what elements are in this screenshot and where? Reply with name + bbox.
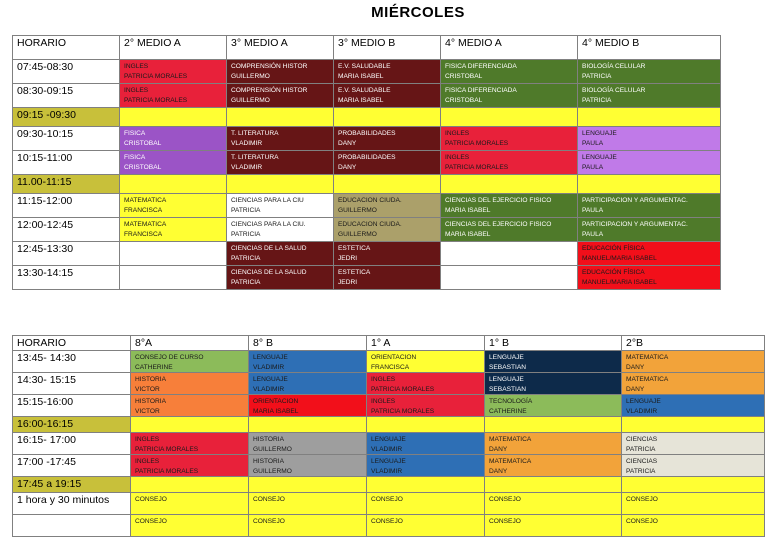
subject-label: EDUCACIÓN FÍSICA <box>582 269 645 276</box>
class-cell[interactable] <box>120 127 227 151</box>
subject-label: LENGUAJE <box>582 154 617 161</box>
subject-label: MATEMATICA <box>489 436 532 443</box>
class-cell[interactable] <box>227 266 334 290</box>
subject-label: FISICA DIFERENCIADA <box>445 63 517 70</box>
teacher-label: PATRICIA MORALES <box>135 467 199 475</box>
break-cell <box>485 477 622 493</box>
class-cell[interactable] <box>367 515 485 537</box>
break-cell <box>131 417 249 433</box>
teacher-label: PAULA <box>582 139 604 147</box>
subject-label: LENGUAJE <box>371 436 406 443</box>
subject-label: MATEMATICA <box>626 376 669 383</box>
class-cell[interactable] <box>131 351 249 373</box>
class-cell[interactable] <box>334 60 441 84</box>
teacher-label: PATRICIA <box>582 72 612 80</box>
subject-label: MATEMATICA <box>124 221 167 228</box>
teacher-label: PATRICIA MORALES <box>124 72 188 80</box>
teacher-label: VLADIMIR <box>253 385 285 393</box>
class-cell[interactable] <box>441 60 578 84</box>
header-course: 3° MEDIO B <box>334 36 441 60</box>
class-cell[interactable] <box>485 515 622 537</box>
subject-label: PARTICIPACION Y ARGUMENTAC. <box>582 221 688 228</box>
teacher-label: VLADIMIR <box>231 163 263 171</box>
class-cell[interactable] <box>131 433 249 455</box>
time-cell: 17:45 a 19:15 <box>13 477 131 493</box>
teacher-label: DANY <box>338 163 357 171</box>
class-cell[interactable] <box>367 395 485 417</box>
subject-label: CONSEJO <box>371 496 403 503</box>
subject-label: CIENCIAS PARA LA CIU <box>231 197 304 204</box>
time-cell <box>13 515 131 537</box>
break-cell <box>367 477 485 493</box>
class-cell[interactable] <box>131 373 249 395</box>
subject-label: CIENCIAS <box>626 458 658 465</box>
teacher-label: SEBASTIAN <box>489 363 527 371</box>
header-row <box>13 336 765 351</box>
class-cell[interactable] <box>120 151 227 175</box>
teacher-label: DANY <box>338 139 357 147</box>
subject-label: LENGUAJE <box>253 354 288 361</box>
class-cell[interactable] <box>367 493 485 515</box>
subject-label: INGLES <box>124 87 149 94</box>
schedule-row <box>13 515 765 537</box>
teacher-label: PAULA <box>582 163 604 171</box>
subject-label: HISTORIA <box>253 436 285 443</box>
subject-label: CONSEJO <box>626 496 658 503</box>
class-cell[interactable] <box>334 194 441 218</box>
time-cell: 12:00-12:45 <box>13 218 120 242</box>
header-course: 8° B <box>249 336 367 351</box>
subject-label: TECNOLOGÍA <box>489 398 533 405</box>
schedule-table-basica-body <box>13 336 765 537</box>
class-cell[interactable] <box>249 455 367 477</box>
subject-label: MATEMATICA <box>489 458 532 465</box>
teacher-label: PAULA <box>582 206 604 214</box>
class-cell[interactable] <box>485 351 622 373</box>
break-cell <box>622 477 765 493</box>
class-cell[interactable] <box>120 84 227 108</box>
teacher-label: PATRICIA <box>626 445 656 453</box>
class-cell[interactable] <box>441 194 578 218</box>
class-cell[interactable] <box>578 151 721 175</box>
class-cell[interactable] <box>249 493 367 515</box>
class-cell[interactable] <box>485 433 622 455</box>
subject-label: LENGUAJE <box>371 458 406 465</box>
teacher-label: CATHERINE <box>135 363 173 371</box>
schedule-row <box>13 194 721 218</box>
break-cell <box>249 417 367 433</box>
subject-label: CIENCIAS PARA LA CIU. <box>231 221 306 228</box>
class-cell[interactable] <box>578 266 721 290</box>
subject-label: CIENCIAS DE LA SALUD <box>231 245 307 252</box>
teacher-label: VICTOR <box>135 385 160 393</box>
subject-label: CONSEJO <box>253 496 285 503</box>
class-cell[interactable] <box>441 218 578 242</box>
time-cell: 08:30-09:15 <box>13 84 120 108</box>
subject-label: EDUCACION CIUDA. <box>338 197 402 204</box>
subject-label: FISICA DIFERENCIADA <box>445 87 517 94</box>
teacher-label: PATRICIA <box>231 254 261 262</box>
teacher-label: PATRICIA <box>231 278 261 286</box>
class-cell[interactable] <box>227 242 334 266</box>
time-cell: 16:00-16:15 <box>13 417 131 433</box>
time-cell: 11.00-11:15 <box>13 175 120 194</box>
teacher-label: GUILLERMO <box>231 72 270 80</box>
teacher-label: PATRICIA <box>231 230 261 238</box>
subject-label: LENGUAJE <box>253 376 288 383</box>
teacher-label: PAULA <box>582 230 604 238</box>
subject-label: CIENCIAS DEL EJERCICIO FISICO <box>445 197 552 204</box>
schedule-row <box>13 493 765 515</box>
header-course: 3° MEDIO A <box>227 36 334 60</box>
subject-label: CIENCIAS DEL EJERCICIO FISICO <box>445 221 552 228</box>
teacher-label: GUILLERMO <box>253 445 292 453</box>
schedule-row <box>13 127 721 151</box>
teacher-label: MARIA ISABEL <box>338 72 384 80</box>
break-cell <box>578 175 721 194</box>
subject-label: COMPRENSIÓN HISTOR <box>231 87 308 94</box>
time-cell: 15:15-16:00 <box>13 395 131 417</box>
teacher-label: PATRICIA MORALES <box>124 96 188 104</box>
subject-label: HISTORIA <box>135 398 167 405</box>
teacher-label: FRANCISCA <box>124 206 163 214</box>
break-cell <box>131 477 249 493</box>
subject-label: INGLES <box>371 376 396 383</box>
break-cell <box>622 417 765 433</box>
subject-label: PARTICIPACION Y ARGUMENTAC. <box>582 197 688 204</box>
teacher-label: CATHERINE <box>489 407 527 415</box>
break-cell <box>334 175 441 194</box>
break-row <box>13 108 721 127</box>
teacher-label: MANUEL/MARIA ISABEL <box>582 278 657 286</box>
subject-label: INGLES <box>135 458 160 465</box>
class-cell[interactable] <box>622 351 765 373</box>
class-cell[interactable] <box>334 151 441 175</box>
class-cell[interactable] <box>120 218 227 242</box>
class-cell[interactable] <box>334 266 441 290</box>
schedule-row <box>13 373 765 395</box>
break-cell <box>120 175 227 194</box>
subject-label: EDUCACION CIUDA. <box>338 221 402 228</box>
teacher-label: CRISTOBAL <box>124 163 162 171</box>
time-cell: 13:30-14:15 <box>13 266 120 290</box>
subject-label: PROBABILIDADES <box>338 154 396 161</box>
header-course: 1° B <box>485 336 622 351</box>
class-cell[interactable] <box>485 455 622 477</box>
schedule-row <box>13 266 721 290</box>
subject-label: INGLES <box>445 154 470 161</box>
class-cell[interactable] <box>441 151 578 175</box>
schedule-table-media <box>12 35 721 290</box>
subject-label: LENGUAJE <box>626 398 661 405</box>
teacher-label: VLADIMIR <box>371 445 403 453</box>
class-cell[interactable] <box>334 127 441 151</box>
subject-label: HISTORIA <box>135 376 167 383</box>
break-cell <box>334 108 441 127</box>
subject-label: LENGUAJE <box>489 376 524 383</box>
class-cell[interactable] <box>622 373 765 395</box>
teacher-label: JEDRI <box>338 278 358 286</box>
time-cell: 11:15-12:00 <box>13 194 120 218</box>
schedule-row <box>13 151 721 175</box>
time-cell: 17:00 -17:45 <box>13 455 131 477</box>
time-cell: 1 hora y 30 minutos <box>13 493 131 515</box>
subject-label: T. LITERATURA <box>231 154 279 161</box>
class-cell[interactable] <box>334 218 441 242</box>
break-cell <box>485 417 622 433</box>
time-cell: 12:45-13:30 <box>13 242 120 266</box>
class-cell[interactable] <box>367 455 485 477</box>
subject-label: FISICA <box>124 130 146 137</box>
break-row <box>13 417 765 433</box>
class-cell[interactable] <box>131 455 249 477</box>
class-cell[interactable] <box>120 266 227 290</box>
teacher-label: MARIA ISABEL <box>445 206 491 214</box>
class-cell[interactable] <box>227 218 334 242</box>
teacher-label: VLADIMIR <box>371 467 403 475</box>
teacher-label: VLADIMIR <box>253 363 285 371</box>
class-cell[interactable] <box>578 242 721 266</box>
time-cell: 14:30- 15:15 <box>13 373 131 395</box>
subject-label: BIOLOGÍA CELULAR <box>582 63 646 70</box>
header-course: 1° A <box>367 336 485 351</box>
teacher-label: PATRICIA MORALES <box>371 407 435 415</box>
class-cell[interactable] <box>485 395 622 417</box>
teacher-label: VLADIMIR <box>231 139 263 147</box>
header-course: 8°A <box>131 336 249 351</box>
class-cell[interactable] <box>227 84 334 108</box>
subject-label: MATEMATICA <box>124 197 167 204</box>
class-cell[interactable] <box>485 493 622 515</box>
class-cell[interactable] <box>578 127 721 151</box>
class-cell[interactable] <box>622 395 765 417</box>
class-cell[interactable] <box>249 515 367 537</box>
class-cell[interactable] <box>578 84 721 108</box>
break-cell <box>367 417 485 433</box>
time-cell: 16:15- 17:00 <box>13 433 131 455</box>
header-course: 2°B <box>622 336 765 351</box>
subject-label: CIENCIAS <box>626 436 658 443</box>
break-cell <box>120 108 227 127</box>
break-row <box>13 477 765 493</box>
subject-label: BIOLOGÍA CELULAR <box>582 87 646 94</box>
teacher-label: CRISTOBAL <box>445 72 483 80</box>
subject-label: CONSEJO <box>489 518 521 525</box>
teacher-label: FRANCISCA <box>124 230 163 238</box>
teacher-label: PATRICIA <box>231 206 261 214</box>
subject-label: E.V. SALUDABLE <box>338 87 391 94</box>
teacher-label: VICTOR <box>135 407 160 415</box>
class-cell[interactable] <box>120 194 227 218</box>
subject-label: ESTETICA <box>338 245 371 252</box>
subject-label: HISTORIA <box>253 458 285 465</box>
teacher-label: DANY <box>489 445 508 453</box>
class-cell[interactable] <box>227 60 334 84</box>
time-cell: 10:15-11:00 <box>13 151 120 175</box>
schedule-row <box>13 84 721 108</box>
teacher-label: GUILLERMO <box>338 230 377 238</box>
schedule-row <box>13 242 721 266</box>
teacher-label: GUILLERMO <box>253 467 292 475</box>
teacher-label: DANY <box>626 385 645 393</box>
subject-label: LENGUAJE <box>582 130 617 137</box>
break-cell <box>227 108 334 127</box>
header-course: 4° MEDIO B <box>578 36 721 60</box>
class-cell[interactable] <box>227 151 334 175</box>
class-cell[interactable] <box>441 242 578 266</box>
time-cell: 09:30-10:15 <box>13 127 120 151</box>
teacher-label: GUILLERMO <box>338 206 377 214</box>
teacher-label: PATRICIA <box>582 96 612 104</box>
class-cell[interactable] <box>334 242 441 266</box>
schedule-row <box>13 218 721 242</box>
break-row <box>13 175 721 194</box>
class-cell[interactable] <box>441 127 578 151</box>
class-cell[interactable] <box>485 373 622 395</box>
schedule-row <box>13 455 765 477</box>
class-cell[interactable] <box>131 515 249 537</box>
teacher-label: VLADIMIR <box>626 407 658 415</box>
teacher-label: MANUEL/MARIA ISABEL <box>582 254 657 262</box>
teacher-label: JEDRI <box>338 254 358 262</box>
schedule-row <box>13 351 765 373</box>
subject-label: MATEMATICA <box>626 354 669 361</box>
teacher-label: CRISTOBAL <box>445 96 483 104</box>
page-title: MIÉRCOLES <box>371 4 465 21</box>
break-cell <box>249 477 367 493</box>
subject-label: EDUCACIÓN FÍSICA <box>582 245 645 252</box>
class-cell[interactable] <box>622 433 765 455</box>
subject-label: CIENCIAS DE LA SALUD <box>231 269 307 276</box>
schedule-row <box>13 433 765 455</box>
class-cell[interactable] <box>367 373 485 395</box>
schedule-table-basica <box>12 335 765 537</box>
header-row <box>13 36 721 60</box>
class-cell[interactable] <box>622 455 765 477</box>
subject-label: CONSEJO <box>371 518 403 525</box>
class-cell[interactable] <box>622 515 765 537</box>
class-cell[interactable] <box>367 351 485 373</box>
break-cell <box>227 175 334 194</box>
class-cell[interactable] <box>578 60 721 84</box>
teacher-label: MARIA ISABEL <box>445 230 491 238</box>
header-horario: HORARIO <box>13 336 131 351</box>
subject-label: CONSEJO <box>135 496 167 503</box>
teacher-label: PATRICIA MORALES <box>135 445 199 453</box>
teacher-label: PATRICIA <box>626 467 656 475</box>
teacher-label: GUILLERMO <box>231 96 270 104</box>
subject-label: CONSEJO <box>253 518 285 525</box>
class-cell[interactable] <box>249 433 367 455</box>
schedule-table-media-body <box>13 36 721 290</box>
teacher-label: FRANCISCA <box>371 363 410 371</box>
class-cell[interactable] <box>249 373 367 395</box>
time-cell: 13:45- 14:30 <box>13 351 131 373</box>
schedule-row <box>13 60 721 84</box>
subject-label: INGLES <box>371 398 396 405</box>
class-cell[interactable] <box>441 266 578 290</box>
header-horario: HORARIO <box>13 36 120 60</box>
teacher-label: PATRICIA MORALES <box>371 385 435 393</box>
class-cell[interactable] <box>367 433 485 455</box>
teacher-label: PATRICIA MORALES <box>445 163 509 171</box>
class-cell[interactable] <box>578 194 721 218</box>
class-cell[interactable] <box>227 194 334 218</box>
class-cell[interactable] <box>334 84 441 108</box>
subject-label: PROBABILIDADES <box>338 130 396 137</box>
class-cell[interactable] <box>578 218 721 242</box>
subject-label: T. LITERATURA <box>231 130 279 137</box>
subject-label: ORIENTACION <box>253 398 299 405</box>
subject-label: CONSEJO <box>626 518 658 525</box>
class-cell[interactable] <box>120 60 227 84</box>
schedule-row <box>13 395 765 417</box>
subject-label: FISICA <box>124 154 146 161</box>
teacher-label: MARIA ISABEL <box>338 96 384 104</box>
time-cell: 07:45-08:30 <box>13 60 120 84</box>
class-cell[interactable] <box>249 351 367 373</box>
time-cell: 09:15 -09:30 <box>13 108 120 127</box>
class-cell[interactable] <box>120 242 227 266</box>
teacher-label: SEBASTIAN <box>489 385 527 393</box>
teacher-label: MARIA ISABEL <box>253 407 299 415</box>
class-cell[interactable] <box>249 395 367 417</box>
subject-label: COMPRENSIÓN HISTOR <box>231 63 308 70</box>
class-cell[interactable] <box>131 395 249 417</box>
header-course: 4° MEDIO A <box>441 36 578 60</box>
subject-label: INGLES <box>124 63 149 70</box>
subject-label: LENGUAJE <box>489 354 524 361</box>
subject-label: ORIENTACION <box>371 354 417 361</box>
teacher-label: PATRICIA MORALES <box>445 139 509 147</box>
break-cell <box>578 108 721 127</box>
subject-label: ESTETICA <box>338 269 371 276</box>
break-cell <box>441 108 578 127</box>
class-cell[interactable] <box>622 493 765 515</box>
teacher-label: DANY <box>626 363 645 371</box>
class-cell[interactable] <box>227 127 334 151</box>
subject-label: CONSEJO <box>489 496 521 503</box>
header-course: 2° MEDIO A <box>120 36 227 60</box>
subject-label: CONSEJO <box>135 518 167 525</box>
teacher-label: DANY <box>489 467 508 475</box>
subject-label: CONSEJO DE CURSO <box>135 354 204 361</box>
subject-label: E.V. SALUDABLE <box>338 63 391 70</box>
subject-label: INGLES <box>135 436 160 443</box>
teacher-label: CRISTOBAL <box>124 139 162 147</box>
class-cell[interactable] <box>441 84 578 108</box>
class-cell[interactable] <box>131 493 249 515</box>
subject-label: INGLES <box>445 130 470 137</box>
break-cell <box>441 175 578 194</box>
